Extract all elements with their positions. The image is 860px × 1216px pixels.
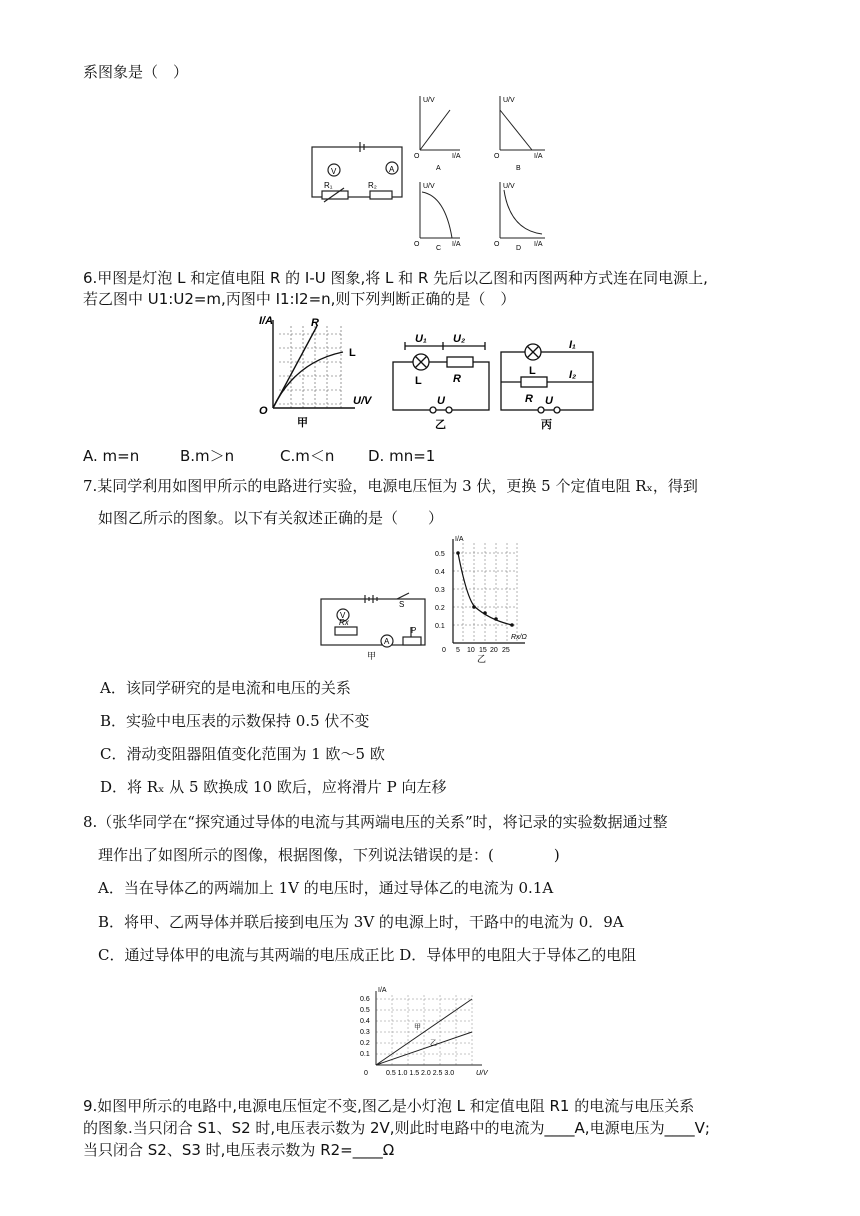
svg-text:U/V: U/V <box>503 183 515 190</box>
q7-rx <box>335 627 357 635</box>
svg-text:Rx/Ω: Rx/Ω <box>511 634 527 641</box>
svg-text:U/V: U/V <box>503 97 515 104</box>
q6-line1: 6.甲图是灯泡 L 和定值电阻 R 的 I-U 图象,将 L 和 R 先后以乙图和丙图两种方式连在同电源上, <box>83 269 708 287</box>
q8-line1: 8.（张华同学在“探究通过导体的电流与其两端电压的关系”时，将记录的实验数据通过整 <box>83 813 668 831</box>
svg-text:R: R <box>453 373 461 385</box>
svg-text:0.5: 0.5 <box>360 1007 370 1014</box>
svg-text:20: 20 <box>490 647 498 654</box>
svg-text:U₁: U₁ <box>415 333 427 345</box>
svg-text:I₁: I₁ <box>569 339 576 351</box>
q5-figure <box>300 90 560 250</box>
svg-text:I/A: I/A <box>534 153 543 160</box>
svg-text:0: 0 <box>364 1070 368 1077</box>
svg-text:5: 5 <box>456 647 460 654</box>
q5-graph-C: C <box>436 245 442 250</box>
q5-r2 <box>370 191 392 199</box>
svg-text:10: 10 <box>467 647 475 654</box>
svg-text:0.5: 0.5 <box>435 551 445 558</box>
svg-text:0.5 1.0 1.5 2.0 2.5 3.0: 0.5 1.0 1.5 2.0 2.5 3.0 <box>386 1070 455 1077</box>
svg-text:0.3: 0.3 <box>360 1029 370 1036</box>
svg-text:P: P <box>411 626 417 635</box>
svg-text:S: S <box>399 600 405 609</box>
q6-figure <box>255 312 605 440</box>
q7-figure <box>315 535 545 665</box>
svg-text:O: O <box>494 241 500 248</box>
svg-text:0.4: 0.4 <box>360 1018 370 1025</box>
svg-text:A: A <box>384 637 390 646</box>
svg-text:V: V <box>340 611 346 620</box>
q6-resistor-bing <box>521 377 547 387</box>
svg-text:I₂: I₂ <box>569 369 577 381</box>
svg-text:0.3: 0.3 <box>435 587 445 594</box>
q6-label-yi: 乙 <box>435 419 446 431</box>
q6-curve-L <box>273 352 343 408</box>
svg-text:0.2: 0.2 <box>360 1040 370 1047</box>
svg-text:U: U <box>437 395 445 407</box>
svg-text:I/A: I/A <box>534 241 543 248</box>
svg-text:0.2: 0.2 <box>435 605 445 612</box>
q7-option-a: A．该同学研究的是电流和电压的关系 <box>100 679 351 697</box>
svg-text:U₂: U₂ <box>453 333 466 345</box>
svg-text:I/A: I/A <box>452 153 461 160</box>
q7-rheostat <box>403 637 421 645</box>
svg-text:U/V: U/V <box>353 395 372 407</box>
svg-text:0.1: 0.1 <box>360 1051 370 1058</box>
q7-label-jia: 甲 <box>367 651 377 661</box>
q5-graph-B: B <box>516 165 521 172</box>
svg-text:U/V: U/V <box>423 183 435 190</box>
q5-a-label: A <box>389 165 395 174</box>
svg-text:I/A: I/A <box>455 536 464 543</box>
q6-option-a: A. m=n <box>83 447 140 465</box>
q6-label-bing: 丙 <box>541 419 552 431</box>
svg-text:25: 25 <box>502 647 510 654</box>
q8-option-a: A．当在导体乙的两端加上 1V 的电压时，通过导体乙的电流为 0.1A <box>98 879 554 897</box>
q7-line1: 7.某同学利用如图甲所示的电路进行实验，电源电压恒为 3 伏，更换 5 个定值电阻 Rₓ，得到 <box>83 477 698 495</box>
q6-resistor-yi <box>447 357 473 367</box>
svg-text:L: L <box>415 375 422 387</box>
svg-text:I/A: I/A <box>452 241 461 248</box>
q8-label-jia: 甲 <box>414 1024 421 1031</box>
q8-option-c: C．通过导体甲的电流与其两端的电压成正比 D．导体甲的电阻大于导体乙的电阻 <box>98 946 637 964</box>
svg-text:L: L <box>529 365 536 377</box>
q5-r2-label: R₂ <box>368 181 377 190</box>
q9-line1: 9.如图甲所示的电路中,电源电压恒定不变,图乙是小灯泡 L 和定值电阻 R1 的电流与电压关系 <box>83 1097 695 1115</box>
q8-figure <box>350 985 510 1090</box>
svg-text:O: O <box>494 153 500 160</box>
q8-label-yi: 乙 <box>430 1040 437 1047</box>
q5-graph-A: A <box>436 165 441 172</box>
svg-text:15: 15 <box>479 647 487 654</box>
q7-option-c: C．滑动变阻器阻值变化范围为 1 欧～5 欧 <box>100 745 385 763</box>
svg-text:O: O <box>414 153 420 160</box>
q9-line2: 的图象.当只闭合 S1、S2 时,电压表示数为 2V,则此时电路中的电流为____A,电源电压为____V; <box>83 1119 710 1137</box>
svg-text:R: R <box>311 317 319 329</box>
svg-text:0.4: 0.4 <box>435 569 445 576</box>
q5-v-label: V <box>331 167 337 176</box>
q6-option-b: B.m＞n <box>180 447 235 465</box>
svg-text:U/V: U/V <box>423 97 435 104</box>
q5-graph-D: D <box>516 245 522 250</box>
q7-option-d: D．将 Rₓ 从 5 欧换成 10 欧后，应将滑片 P 向左移 <box>100 778 447 796</box>
q8-line2: 理作出了如图所示的图像，根据图像，下列说法错误的是：( ) <box>98 846 560 864</box>
q6-line2: 若乙图中 U1:U2=m,丙图中 I1:I2=n,则下列判断正确的是（ ） <box>83 290 516 308</box>
svg-text:0: 0 <box>442 647 446 654</box>
svg-text:Rx: Rx <box>339 618 349 627</box>
svg-text:O: O <box>414 241 420 248</box>
q7-line2: 如图乙所示的图象。以下有关叙述正确的是（ ） <box>98 509 444 527</box>
svg-text:0.6: 0.6 <box>360 996 370 1003</box>
svg-text:R: R <box>525 393 533 405</box>
q7-option-b: B．实验中电压表的示数保持 0.5 伏不变 <box>100 712 370 730</box>
q5-tail: 系图象是（ ） <box>83 63 189 81</box>
svg-text:0.1: 0.1 <box>435 623 445 630</box>
q6-label-jia: 甲 <box>297 417 308 429</box>
svg-text:I/A: I/A <box>378 987 387 994</box>
q7-label-yi: 乙 <box>477 654 487 664</box>
svg-text:U/V: U/V <box>476 1070 488 1077</box>
q9-line3: 当只闭合 S2、S3 时,电压表示数为 R2=____Ω <box>83 1141 395 1159</box>
q6-option-c: C.m＜n <box>280 447 335 465</box>
q8-option-b: B．将甲、乙两导体并联后接到电压为 3V 的电源上时，干路中的电流为 0．9A <box>98 913 624 931</box>
q6-option-d: D. mn=1 <box>368 447 436 465</box>
q5-r1-label: R₁ <box>324 181 333 190</box>
svg-text:I/A: I/A <box>259 315 274 327</box>
svg-text:L: L <box>349 347 356 359</box>
svg-text:U: U <box>545 395 553 407</box>
svg-text:O: O <box>259 405 268 417</box>
